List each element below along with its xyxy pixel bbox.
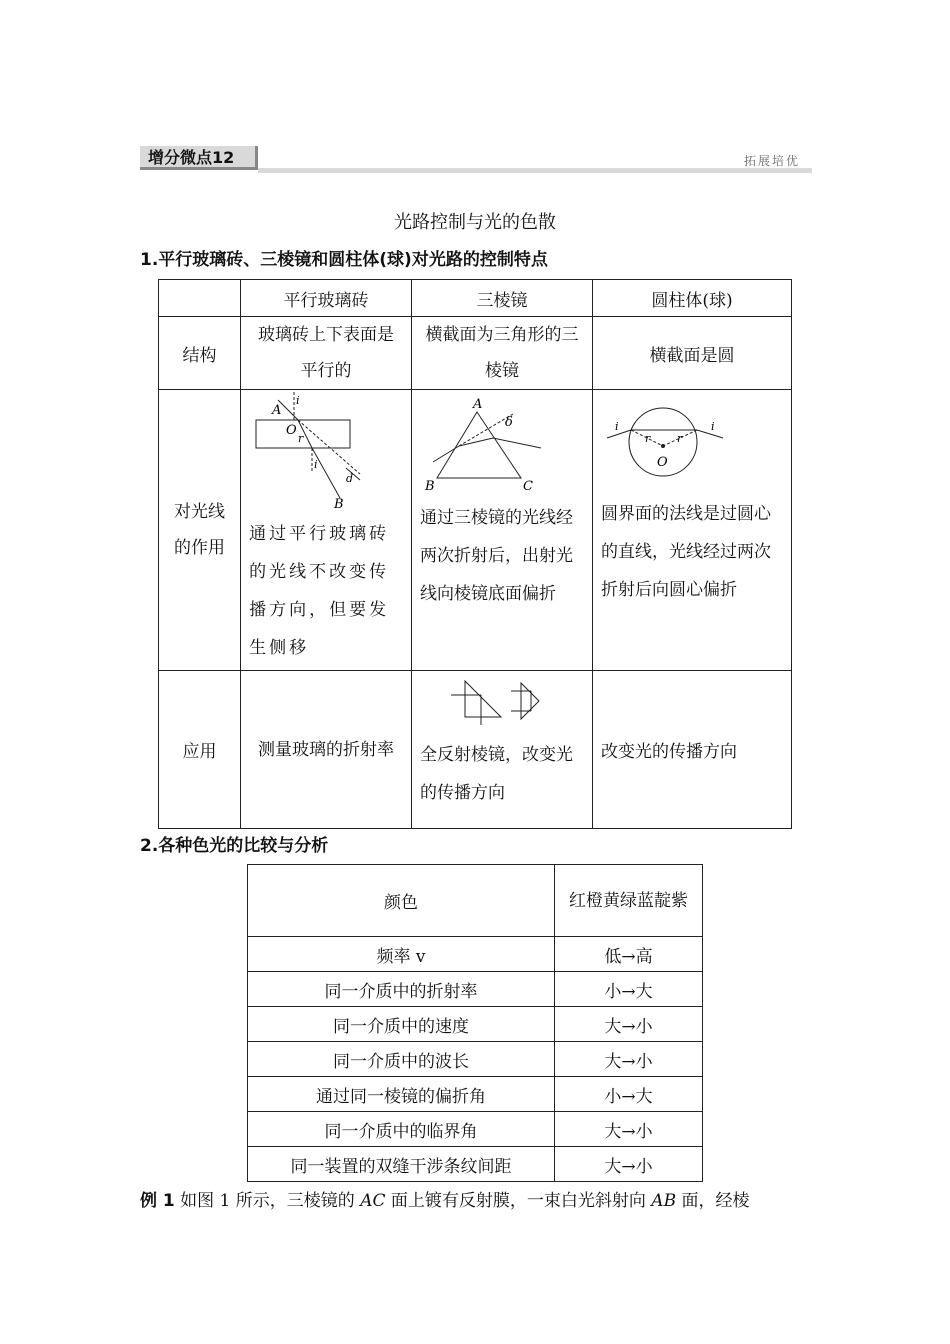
header-cell-cylinder: 圆柱体(球) [593,280,792,317]
cylinder-figure [593,390,791,490]
section-header [140,146,812,174]
prism-figure [413,390,591,494]
table-row-structure [159,317,792,390]
example-text-a: 如图 1 所示，三棱镜的 [180,1191,355,1211]
header-cell-glass: 平行玻璃砖 [241,280,412,317]
prism-label: A [473,397,483,412]
glass-label: A [272,403,282,418]
cylinder-label: O [657,455,668,470]
glass-label: i [296,394,300,407]
table-row-effect [159,390,792,671]
header-cell-empty [159,280,241,317]
row-label: 对光线的作用 [159,390,241,671]
cell-glass-structure: 玻璃砖上下表面是平行的 [241,317,412,390]
cell-prism-application-text: 全反射棱镜，改变光的传播方向 [420,745,574,803]
section1-heading: 1.平行玻璃砖、三棱镜和圆柱体(球)对光路的控制特点 [140,250,548,270]
cell-prism-effect [412,390,593,671]
glass-label: B [334,497,344,510]
prism-label: B [425,479,435,494]
trend-cell: 小→大 [555,1077,703,1112]
table-header-row [248,865,703,937]
example-text-c: 面，经棱 [681,1191,750,1211]
cell-glass-effect [241,390,412,671]
page-title: 光路控制与光的色散 [394,212,556,233]
cell-cylinder-effect-text: 圆界面的法线是过圆心的直线，光线经过两次折射后向圆心偏折 [601,504,771,600]
trend-cell: 大→小 [555,1112,703,1147]
table-row [248,972,703,1007]
cell-glass-application: 测量玻璃的折射率 [241,671,412,829]
cylinder-label: r [645,432,651,445]
cell-prism-effect-text: 通过三棱镜的光线经两次折射后，出射光线向棱镜底面偏折 [420,508,574,604]
table-row-application [159,671,792,829]
table-row [248,1077,703,1112]
row-label: 应用 [159,671,241,829]
header-right-label: 拓展培优 [743,154,800,168]
property-cell: 同一介质中的波长 [248,1042,555,1077]
prism-label: C [523,479,533,494]
total-reflection-prism-figure [413,671,591,731]
table-header-row [159,280,792,317]
table-row [248,1147,703,1182]
trend-cell: 大→小 [555,1042,703,1077]
glass-label: r [298,432,304,445]
color-comparison-table [247,864,703,1182]
property-cell: 同一介质中的折射率 [248,972,555,1007]
table-row [248,1042,703,1077]
cell-cylinder-effect [593,390,792,671]
property-cell: 同一介质中的临界角 [248,1112,555,1147]
cell-prism-application [412,671,593,829]
prism-label: δ [505,415,513,430]
glass-label: i [314,458,318,471]
cell-prism-structure: 横截面为三角形的三棱镜 [412,317,593,390]
table-row [248,1007,703,1042]
example-face-ab: AB [651,1191,677,1211]
header-cell-spectrum: 红橙黄绿蓝靛紫 [555,865,703,937]
header-cell-color: 颜色 [248,865,555,937]
glass-slab-figure [242,390,410,510]
glass-label: d [346,472,354,485]
example-paragraph [140,1186,820,1211]
trend-cell: 低→高 [555,937,703,972]
table-row [248,937,703,972]
section-tag: 增分微点12 [140,146,258,170]
trend-cell: 大→小 [555,1147,703,1182]
property-cell: 同一介质中的速度 [248,1007,555,1042]
cylinder-label: r [677,432,683,445]
cylinder-label: i [615,420,619,433]
example-label: 例 1 [140,1191,175,1211]
cell-cylinder-application: 改变光的传播方向 [593,671,792,829]
trend-cell: 大→小 [555,1007,703,1042]
row-label: 结构 [159,317,241,390]
header-cell-prism: 三棱镜 [412,280,593,317]
light-path-table [158,279,792,829]
trend-cell: 小→大 [555,972,703,1007]
property-cell: 同一装置的双缝干涉条纹间距 [248,1147,555,1182]
example-text-b: 面上镀有反射膜，一束白光斜射向 [390,1191,646,1211]
cell-cylinder-structure: 横截面是圆 [593,317,792,390]
header-rule [258,168,812,173]
property-cell: 频率 v [248,937,555,972]
glass-label: O [286,423,297,438]
cylinder-label: i [711,420,715,433]
section2-heading: 2.各种色光的比较与分析 [140,836,329,856]
property-cell: 通过同一棱镜的偏折角 [248,1077,555,1112]
example-face-ac: AC [360,1191,386,1211]
table-row [248,1112,703,1147]
cell-glass-effect-text: 通过平行玻璃砖的光线不改变传播方向，但要发生侧移 [249,524,390,658]
